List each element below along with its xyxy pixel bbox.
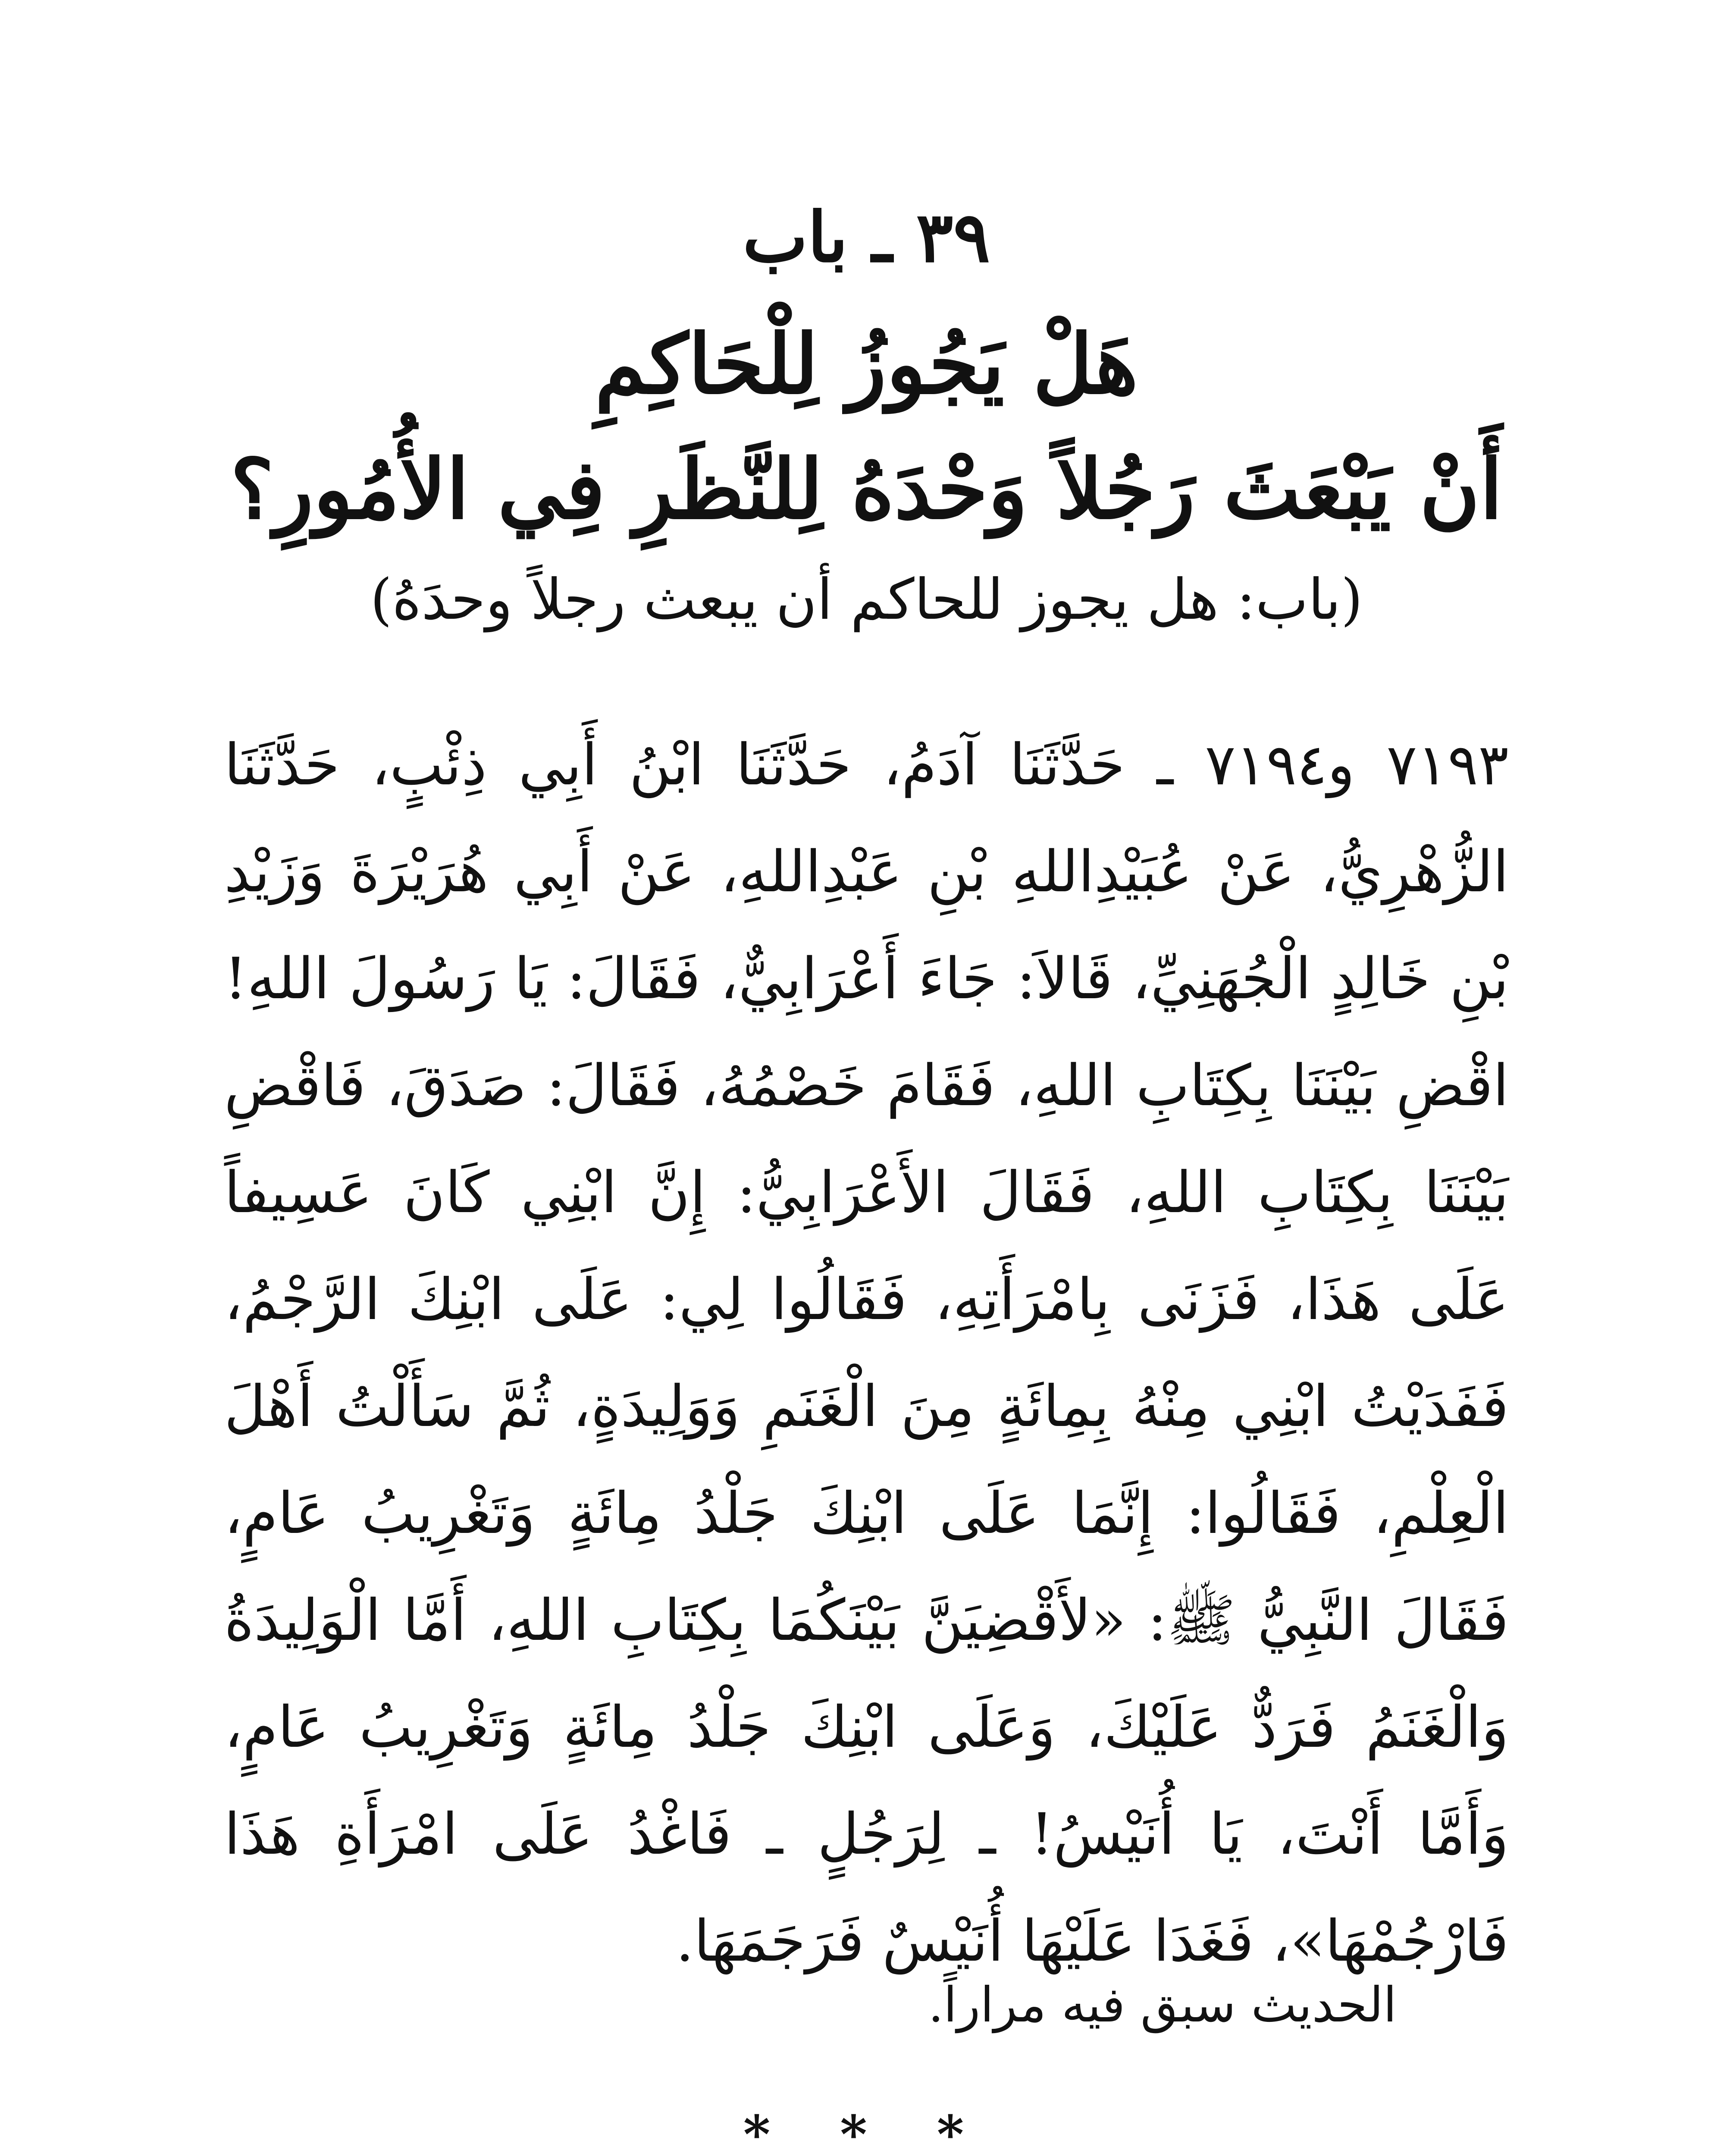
chapter-subtitle: (باب: هل يجوز للحاكم أن يبعث رجلاً وحدَهُ) (370, 567, 1363, 632)
hadith-number: ٧١٩٣ و٧١٩٤ (1205, 732, 1509, 798)
footnote: الحديث سبق فيه مراراً. (928, 1977, 1397, 2033)
chapter-title-line-1: هَلْ يَجُوزُ لِلْحَاكِمِ (595, 316, 1138, 412)
chapter-title-line-2: أَنْ يَبْعَثَ رَجُلاً وَحْدَهُ لِلنَّظَرِ فِي الأُمُورِ؟ (230, 441, 1503, 537)
hadith-text: ـ حَدَّثَنَا آدَمُ، حَدَّثَنَا ابْنُ أَبِي ذِئْبٍ، حَدَّثَنَا الزُّهْرِيُّ، عَنْ عُبَيْدِاللهِ بْنِ عَبْدِاللهِ، عَنْ أَبِي هُرَيْرَةَ وَزَيْدِ بْنِ خَالِدٍ الْجُهَنِيِّ، قَالاَ: جَاءَ أَعْرَابِيٌّ، فَقَالَ: يَا رَسُولَ اللهِ! اقْضِ بَيْنَنَا بِكِتَابِ اللهِ، فَقَامَ خَصْمُهُ، فَقَالَ: صَدَقَ، فَاقْضِ بَيْنَنَا بِكِتَابِ اللهِ، فَقَالَ الأَعْرَابِيُّ: إِنَّ ابْنِي كَانَ عَسِيفاً عَلَى هَذَا، فَزَنَى بِامْرَأَتِهِ، فَقَالُوا لِي: عَلَى ابْنِكَ الرَّجْمُ، فَفَدَيْتُ ابْنِي مِنْهُ بِمِائَةٍ مِنَ الْغَنَمِ وَوَلِيدَةٍ، ثُمَّ سَأَلْتُ أَهْلَ الْعِلْمِ، فَقَالُوا: إِنَّمَا عَلَى ابْنِكَ جَلْدُ مِائَةٍ وَتَغْرِيبُ عَامٍ، فَقَالَ النَّبِيُّ ﷺ: «لأَقْضِيَنَّ بَيْنَكُمَا بِكِتَابِ اللهِ، أَمَّا الْوَلِيدَةُ وَالْغَنَمُ فَرَدٌّ عَلَيْكَ، وَعَلَى ابْنِكَ جَلْدُ مِائَةٍ وَتَغْرِيبُ عَامٍ، وَأَمَّا أَنْتَ، يَا أُنَيْسُ! ـ لِرَجُلٍ ـ فَاغْدُ عَلَى امْرَأَةِ هَذَا فَارْجُمْهَا»، فَغَدَا عَلَيْهَا أُنَيْسٌ فَرَجَمَهَا. (224, 732, 1509, 1974)
section-separator: * * * (743, 2104, 990, 2156)
chapter-number: ٣٩ ـ باب (743, 197, 990, 278)
hadith-body (224, 711, 1509, 1995)
chapter-title (172, 302, 1561, 552)
